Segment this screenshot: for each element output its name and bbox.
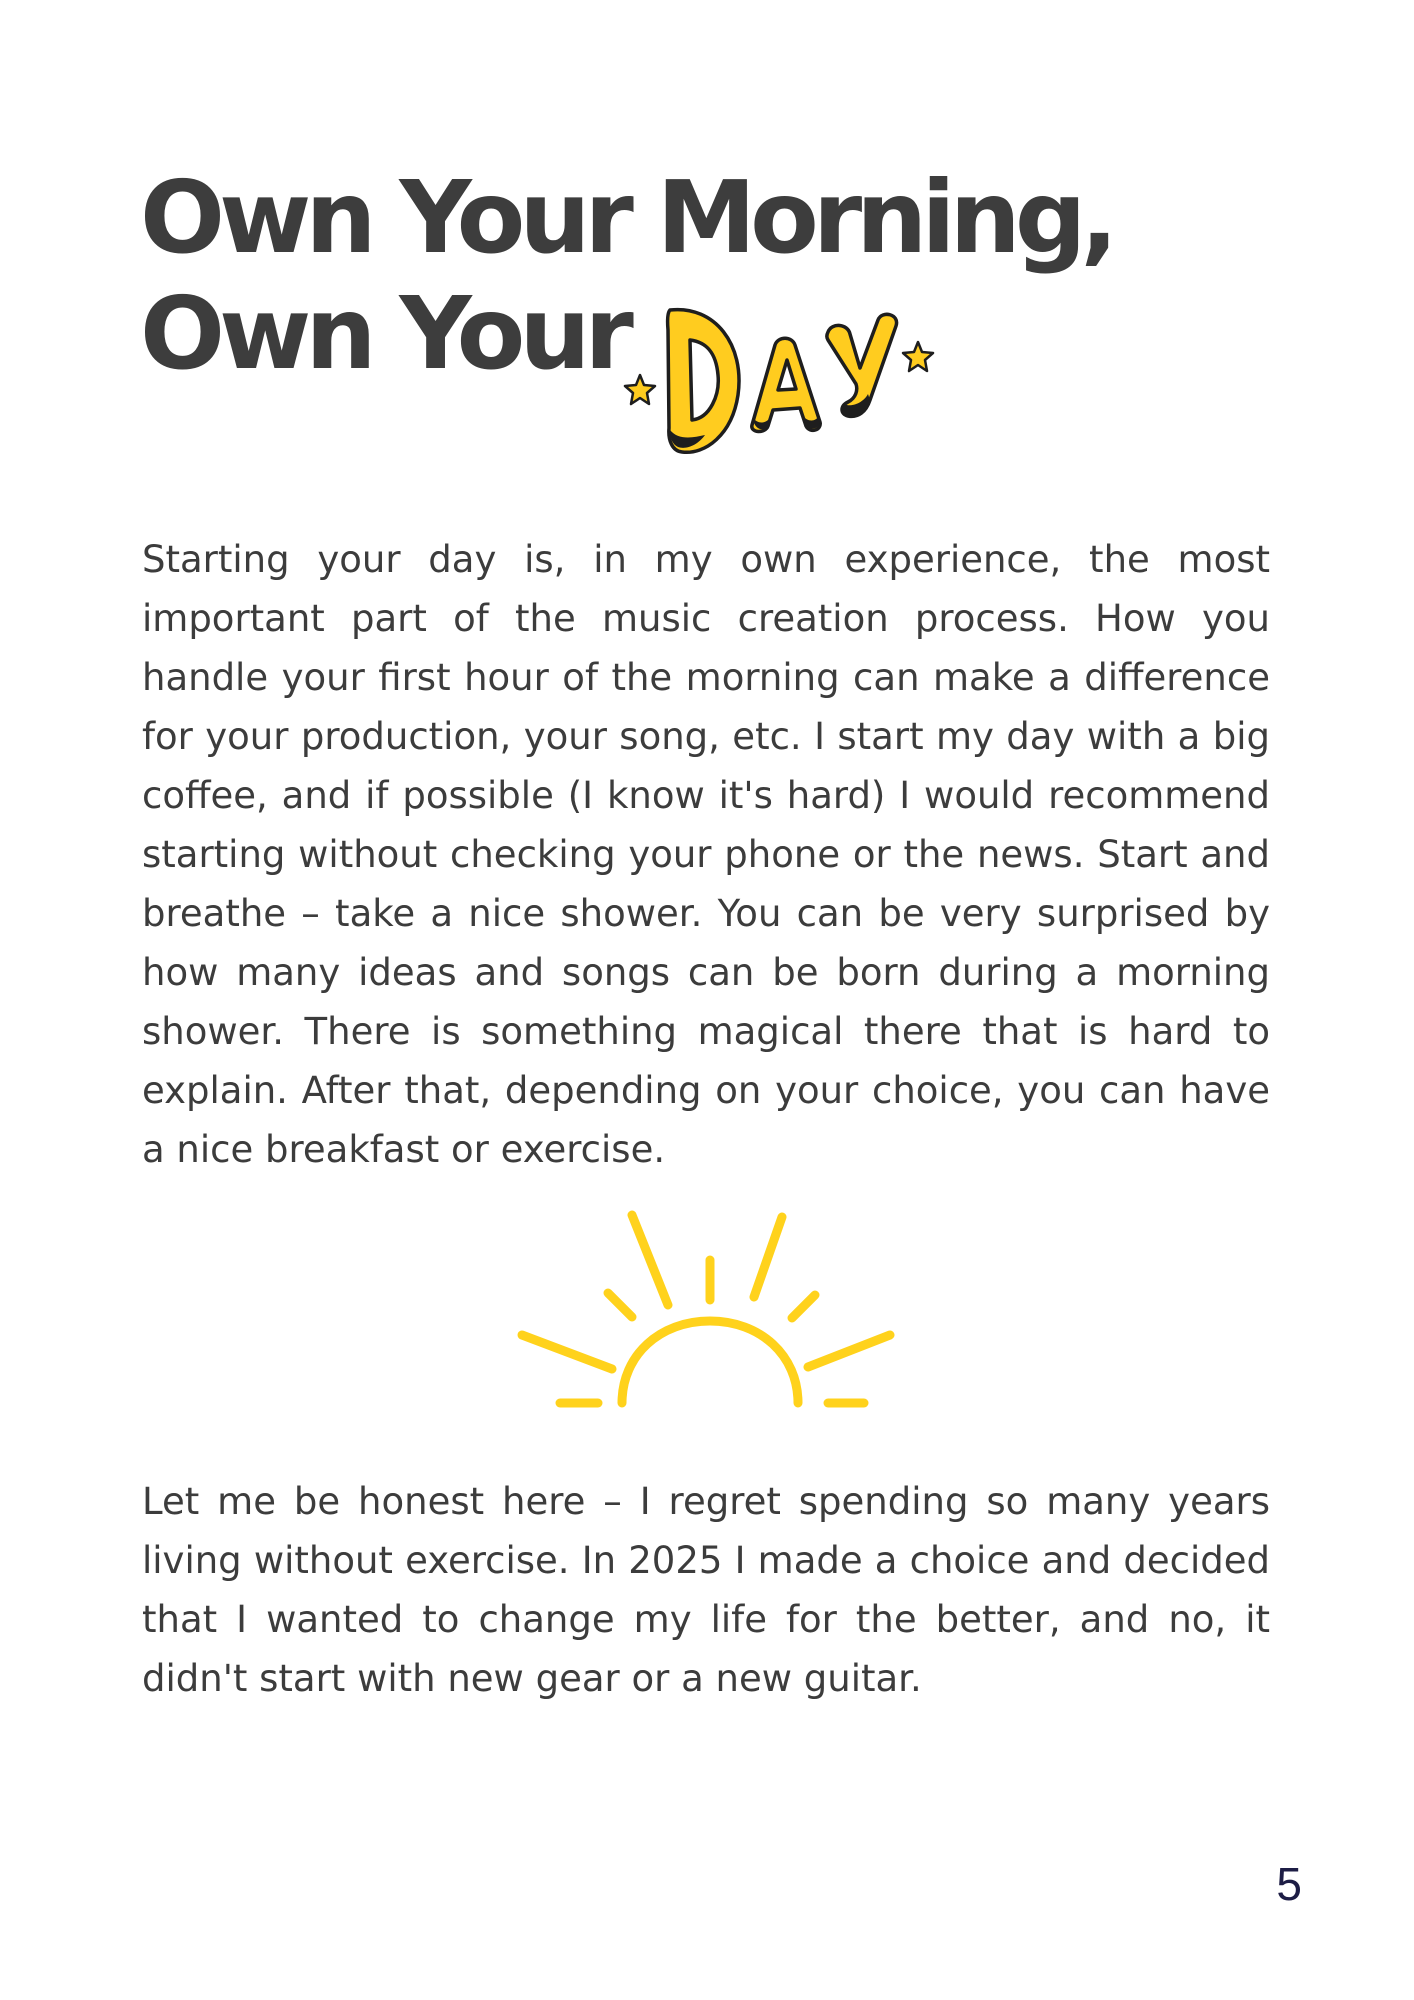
sun-ray [808, 1335, 890, 1367]
title-line-1: Own Your Morning, [140, 159, 1113, 276]
sun-ray [522, 1335, 612, 1369]
title-line-2: Own Your [140, 275, 628, 392]
sun-arc [622, 1321, 798, 1403]
letter-a [752, 338, 820, 431]
letter-y [827, 314, 897, 416]
star-icon [625, 375, 655, 404]
sun-ray [608, 1293, 632, 1317]
day-lettering-icon [620, 290, 950, 470]
sunrise-icon [510, 1205, 910, 1420]
body-paragraph-2: Let me be honest here – I regret spending so many years living without exercise. In 2025 I made a choice and decided that I wanted to change my life for the better, and no, it didn't start with new gear or a new guitar. [142, 1480, 1270, 1700]
page-number: 5 [1276, 1858, 1302, 1910]
sun-ray [792, 1295, 815, 1318]
sun-ray [632, 1215, 668, 1305]
sun-ray [754, 1217, 782, 1297]
star-icon [903, 342, 933, 371]
letter-d [668, 310, 739, 453]
body-paragraph-1: Starting your day is, in my own experience, the most important part of the music creation process. How you handle your first hour of the morning can make a difference for your production, your song, etc. I start my day with a big coffee, and if possible (I know it's hard) I would recommend starting without checking your phone or the news. Start and breathe – take a nice shower. You can be very surprised by how many ideas and songs can be born during a morning shower. There is something magical there that is hard to explain. After that, depending on your choice, you can have a nice breakfast or exercise. [142, 538, 1270, 1171]
